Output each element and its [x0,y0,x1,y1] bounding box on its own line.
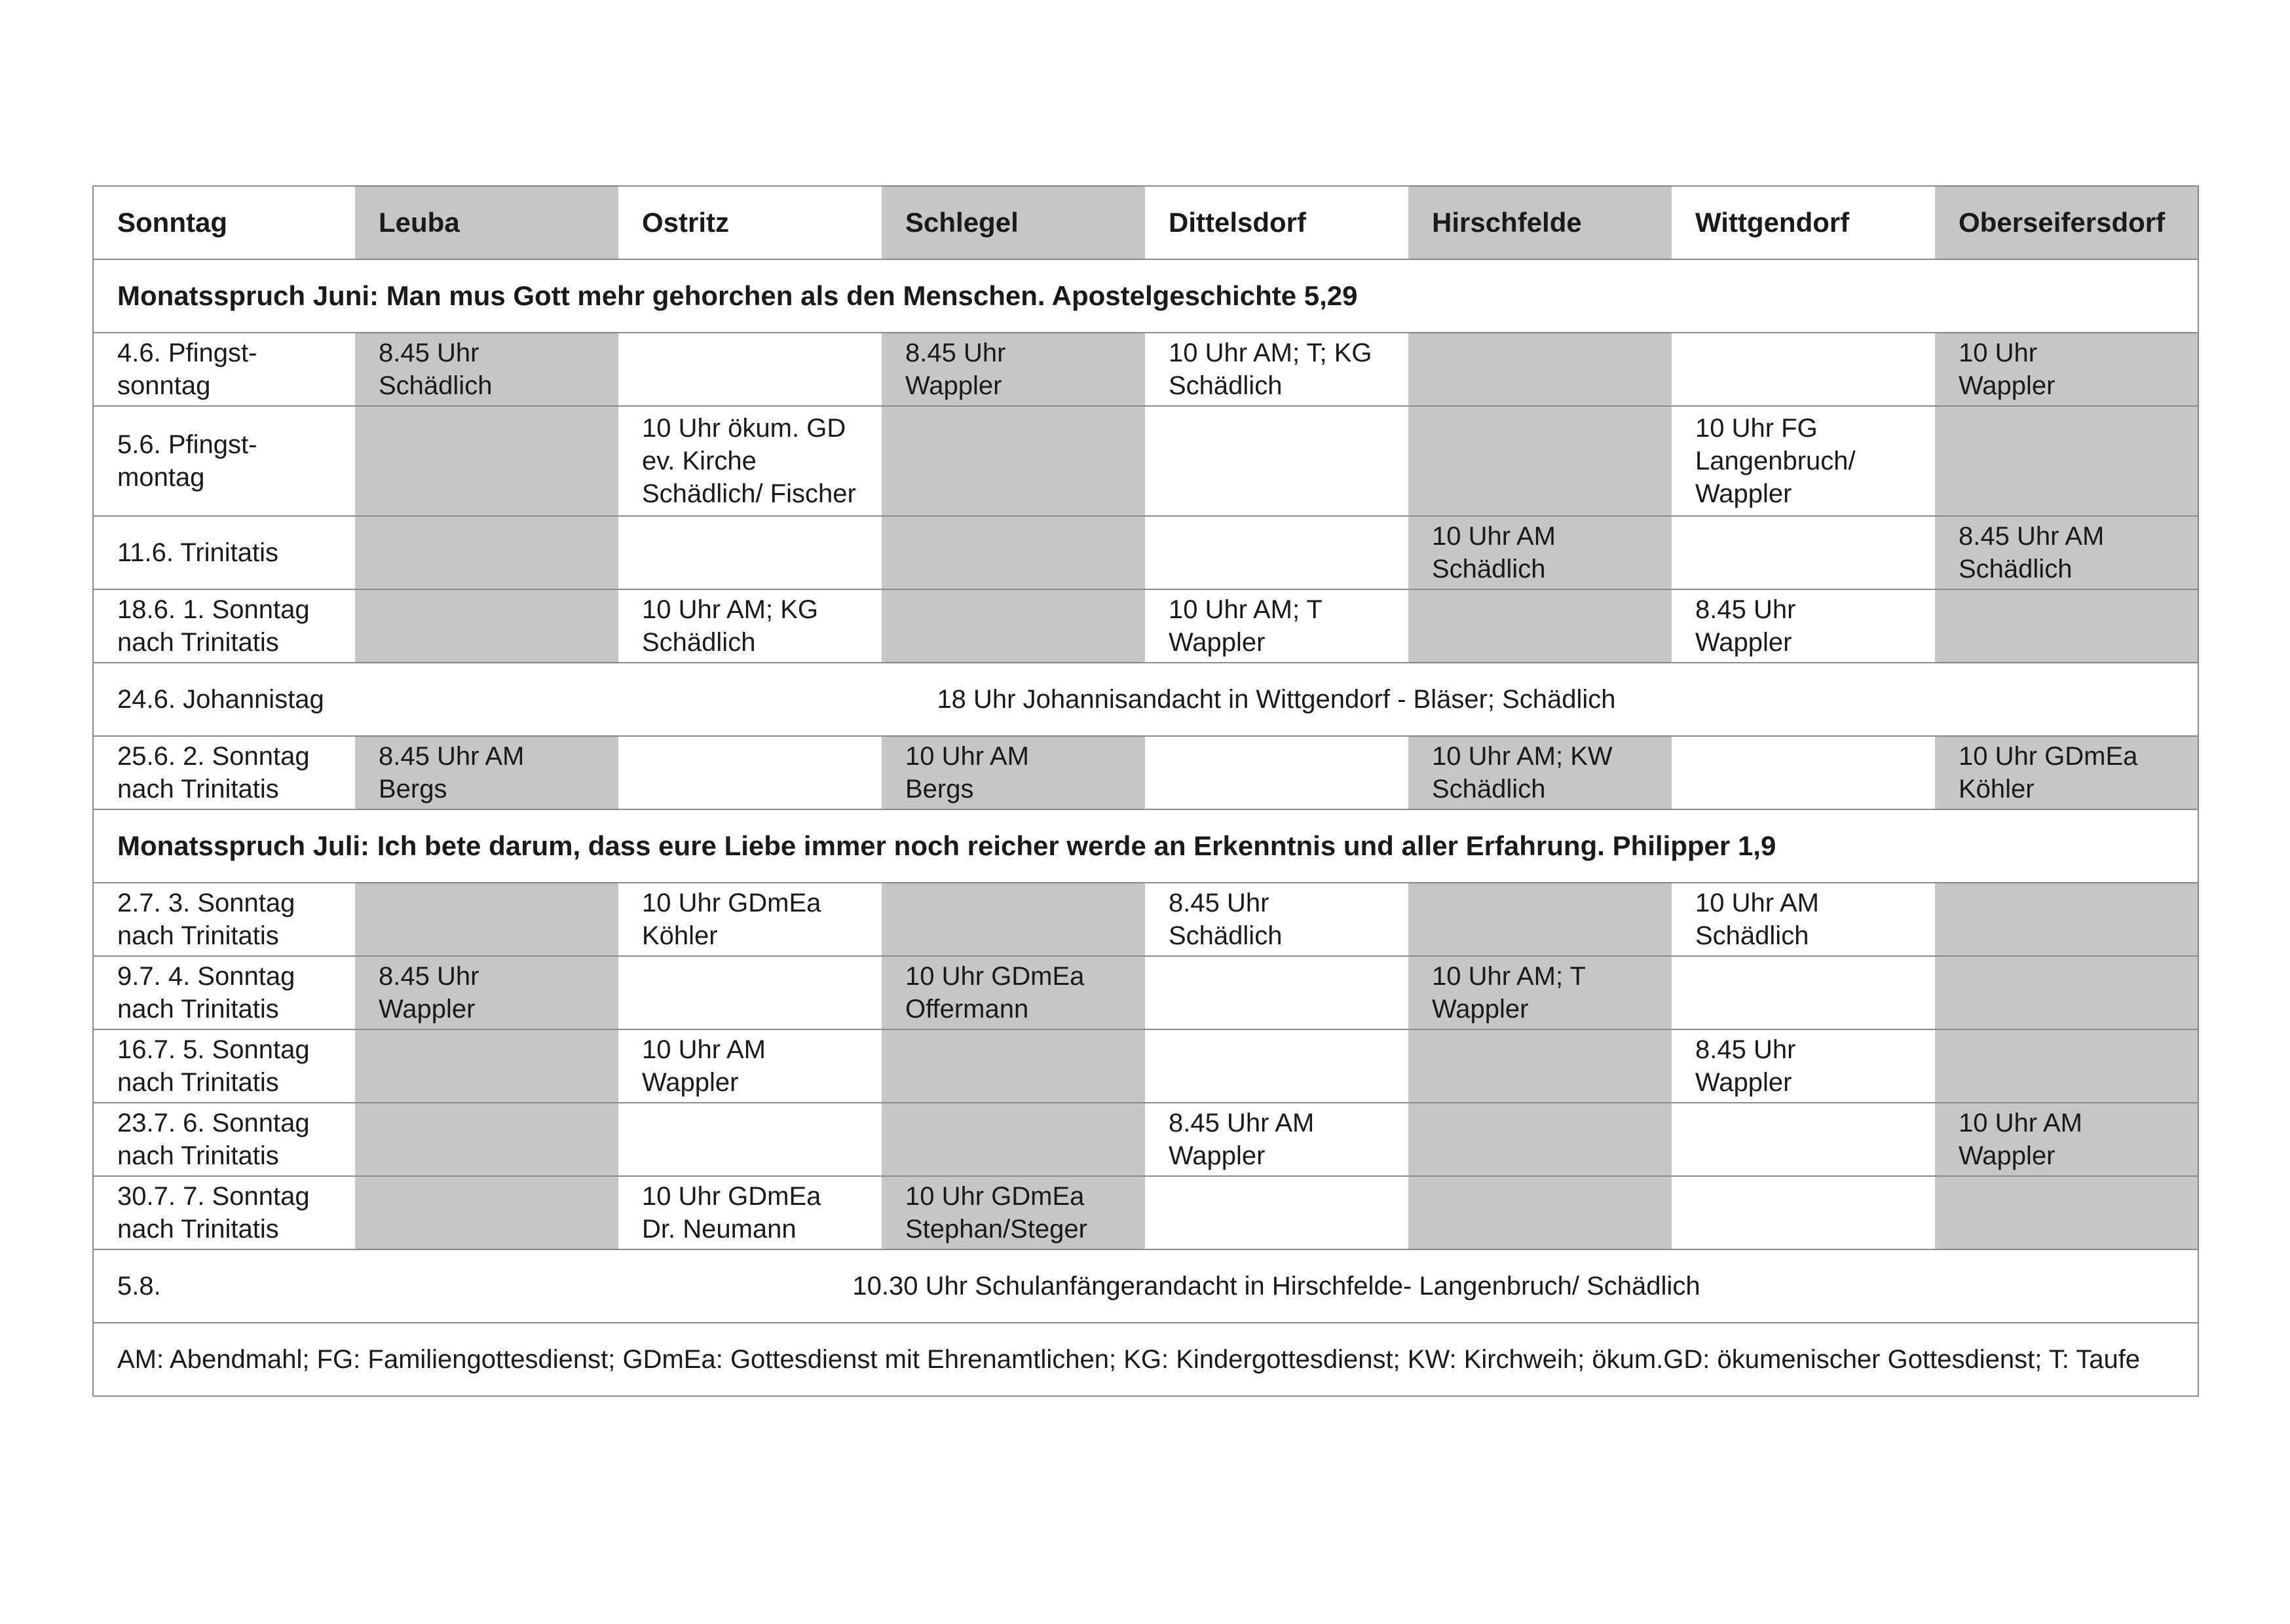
cell-line: Wappler [1169,1141,1266,1170]
service-cell [1408,1176,1672,1249]
service-cell [882,516,1145,589]
service-cell [1672,333,1935,406]
cell-line: Wappler [1432,995,1529,1024]
cell-line: Wappler [1695,628,1792,657]
cell-line: 10 Uhr [1959,339,2038,367]
service-cell [882,406,1145,516]
cell-line: Schädlich [1959,555,2073,583]
cell-line: Schädlich [1695,921,1809,950]
sunday-label [93,883,355,956]
cell-line: 10 Uhr AM; KW [1432,742,1613,771]
service-cell [618,333,882,406]
cell-line: 10 Uhr GDmEa [642,889,821,917]
service-cell [882,1103,1145,1176]
abbreviation-legend: AM: Abendmahl; FG: Familiengottesdienst; GDmEa: Gottesdienst mit Ehrenamtlichen; KG: Kindergottesdienst; KW: Kirchweih; ökum.GD: ökumenischer Gottesdienst; T: Taufe [93,1323,2198,1396]
service-row [93,883,2198,956]
service-row [93,406,2198,516]
cell-line: Schädlich [1169,921,1283,950]
cell-line: 10 Uhr AM; T; KG [1169,339,1372,367]
service-cell [618,956,882,1029]
cell-line: nach Trinitatis [117,1215,279,1244]
cell-line: nach Trinitatis [117,1141,279,1170]
sunday-label [93,406,355,516]
column-header: Ostritz [618,186,882,259]
service-row [93,736,2198,809]
cell-line: 23.7. 6. Sonntag [117,1109,310,1137]
cell-line: Wappler [905,371,1002,400]
cell-line: 2.7. 3. Sonntag [117,889,295,917]
special-service-row [93,663,2198,736]
column-header: Oberseifersdorf [1935,186,2198,259]
service-cell [1935,1103,2198,1176]
cell-line: 10 Uhr GDmEa [905,962,1085,991]
service-cell [1145,589,1408,663]
service-cell [1145,736,1408,809]
sunday-label: 24.6. Johannistag [93,663,355,736]
service-cell [1935,406,2198,516]
service-cell [618,736,882,809]
service-cell [882,589,1145,663]
service-cell [1145,1103,1408,1176]
service-cell [882,956,1145,1029]
cell-line: 18.6. 1. Sonntag [117,595,310,624]
special-service-text: 10.30 Uhr Schulanfängerandacht in Hirschfelde- Langenbruch/ Schädlich [355,1249,2198,1323]
cell-line: Schädlich/ Fischer [642,479,856,508]
cell-line: Langenbruch/ [1695,447,1856,475]
column-header: Leuba [355,186,618,259]
service-cell [355,333,618,406]
service-cell [1672,1176,1935,1249]
cell-line: 5.6. Pfingst- [117,430,257,459]
cell-line: 10 Uhr AM; T [1169,595,1323,624]
column-header: Wittgendorf [1672,186,1935,259]
schedule-table [92,185,2199,1397]
cell-line: Schädlich [1432,555,1546,583]
service-cell [1145,956,1408,1029]
service-cell [1935,333,2198,406]
cell-line: 10 Uhr FG [1695,414,1818,443]
service-cell [882,333,1145,406]
service-cell [355,883,618,956]
service-cell [355,956,618,1029]
service-cell [1935,956,2198,1029]
cell-line: 8.45 Uhr AM [379,742,525,771]
service-cell [1145,333,1408,406]
service-cell [1408,1029,1672,1103]
special-service-text: 18 Uhr Johannisandacht in Wittgendorf - Bläser; Schädlich [355,663,2198,736]
service-row [93,516,2198,589]
cell-line: 10 Uhr AM; T [1432,962,1586,991]
cell-line: 10 Uhr AM [1959,1109,2082,1137]
service-cell [1672,956,1935,1029]
cell-line: Schädlich [379,371,493,400]
column-header: Sonntag [93,186,355,259]
monthly-verse-row [93,259,2198,333]
cell-line: 4.6. Pfingst- [117,339,257,367]
sunday-label [93,589,355,663]
cell-line: 8.45 Uhr [1695,1035,1796,1064]
monthly-verse-row [93,809,2198,883]
service-row [93,589,2198,663]
cell-line: 11.6. Trinitatis [117,538,279,567]
service-cell [355,1029,618,1103]
cell-line: 8.45 Uhr [905,339,1006,367]
header-row [93,186,2198,259]
service-cell [1672,1103,1935,1176]
cell-line: Wappler [642,1068,739,1097]
service-cell [882,736,1145,809]
service-row [93,333,2198,406]
service-cell [1935,589,2198,663]
service-cell [1408,736,1672,809]
service-cell [1408,333,1672,406]
cell-line: 10 Uhr AM [642,1035,766,1064]
service-cell [1935,516,2198,589]
service-cell [1672,1029,1935,1103]
service-cell [882,1029,1145,1103]
cell-line: ev. Kirche [642,447,757,475]
service-cell [882,883,1145,956]
cell-line: 8.45 Uhr [1169,889,1269,917]
service-cell [355,1103,618,1176]
sunday-label: 5.8. [93,1249,355,1323]
cell-line: 10 Uhr GDmEa [642,1182,821,1211]
sunday-label [93,333,355,406]
cell-line: Offermann [905,995,1029,1024]
cell-line: 10 Uhr GDmEa [905,1182,1085,1211]
cell-line: 10 Uhr AM; KG [642,595,818,624]
service-row [93,1103,2198,1176]
service-cell [1408,516,1672,589]
sunday-label [93,1176,355,1249]
service-cell [1672,883,1935,956]
cell-line: 8.45 Uhr [379,962,479,991]
service-cell [1672,589,1935,663]
service-cell [1935,1176,2198,1249]
cell-line: nach Trinitatis [117,921,279,950]
service-cell [618,883,882,956]
cell-line: Wappler [1959,371,2055,400]
cell-line: nach Trinitatis [117,775,279,803]
service-cell [1408,406,1672,516]
cell-line: nach Trinitatis [117,995,279,1024]
cell-line: Schädlich [1169,371,1283,400]
cell-line: 9.7. 4. Sonntag [117,962,295,991]
cell-line: 8.45 Uhr [379,339,479,367]
cell-line: nach Trinitatis [117,1068,279,1097]
service-row [93,1029,2198,1103]
service-cell [618,1029,882,1103]
cell-line: 8.45 Uhr [1695,595,1796,624]
service-cell [355,736,618,809]
sunday-label [93,1103,355,1176]
cell-line: 10 Uhr GDmEa [1959,742,2138,771]
special-service-row [93,1249,2198,1323]
service-cell [1408,883,1672,956]
cell-line: montag [117,463,205,492]
service-cell [355,516,618,589]
sunday-label [93,736,355,809]
service-cell [1935,736,2198,809]
column-header: Schlegel [882,186,1145,259]
cell-line: sonntag [117,371,211,400]
legend-row [93,1323,2198,1396]
cell-line: 8.45 Uhr AM [1959,522,2105,551]
cell-line: 10 Uhr AM [905,742,1029,771]
cell-line: Wappler [1695,479,1792,508]
cell-line: Köhler [1959,775,2035,803]
service-cell [1672,406,1935,516]
monthly-verse: Monatsspruch Juni: Man mus Gott mehr gehorchen als den Menschen. Apostelgeschichte 5,29 [93,259,2198,333]
service-cell [618,1176,882,1249]
cell-line: 10 Uhr ökum. GD [642,414,846,443]
service-cell [355,589,618,663]
service-schedule [92,185,2198,1397]
service-cell [1935,883,2198,956]
cell-line: 25.6. 2. Sonntag [117,742,310,771]
service-cell [882,1176,1145,1249]
service-cell [1145,883,1408,956]
service-cell [1408,589,1672,663]
service-cell [1935,1029,2198,1103]
service-cell [1145,406,1408,516]
service-cell [1408,956,1672,1029]
service-cell [355,406,618,516]
cell-line: Bergs [905,775,974,803]
cell-line: Wappler [1169,628,1266,657]
service-cell [1145,1176,1408,1249]
column-header: Dittelsdorf [1145,186,1408,259]
cell-line: Wappler [1959,1141,2055,1170]
sunday-label [93,516,355,589]
service-cell [1672,516,1935,589]
cell-line: 10 Uhr AM [1695,889,1819,917]
cell-line: 30.7. 7. Sonntag [117,1182,310,1211]
service-cell [1408,1103,1672,1176]
service-row [93,956,2198,1029]
sunday-label [93,1029,355,1103]
service-cell [355,1176,618,1249]
sunday-label [93,956,355,1029]
cell-line: Köhler [642,921,718,950]
service-row [93,1176,2198,1249]
service-cell [618,516,882,589]
service-cell [1672,736,1935,809]
service-cell [618,406,882,516]
column-header: Hirschfelde [1408,186,1672,259]
cell-line: nach Trinitatis [117,628,279,657]
cell-line: Wappler [1695,1068,1792,1097]
service-cell [1145,516,1408,589]
cell-line: Schädlich [642,628,756,657]
monthly-verse: Monatsspruch Juli: Ich bete darum, dass eure Liebe immer noch reicher werde an Erkenntnis und aller Erfahrung. Philipper 1,9 [93,809,2198,883]
cell-line: 8.45 Uhr AM [1169,1109,1315,1137]
service-cell [618,589,882,663]
cell-line: 10 Uhr AM [1432,522,1556,551]
cell-line: Wappler [379,995,476,1024]
cell-line: Stephan/Steger [905,1215,1087,1244]
service-cell [618,1103,882,1176]
cell-line: Bergs [379,775,447,803]
cell-line: 16.7. 5. Sonntag [117,1035,310,1064]
cell-line: Dr. Neumann [642,1215,797,1244]
cell-line: Schädlich [1432,775,1546,803]
service-cell [1145,1029,1408,1103]
